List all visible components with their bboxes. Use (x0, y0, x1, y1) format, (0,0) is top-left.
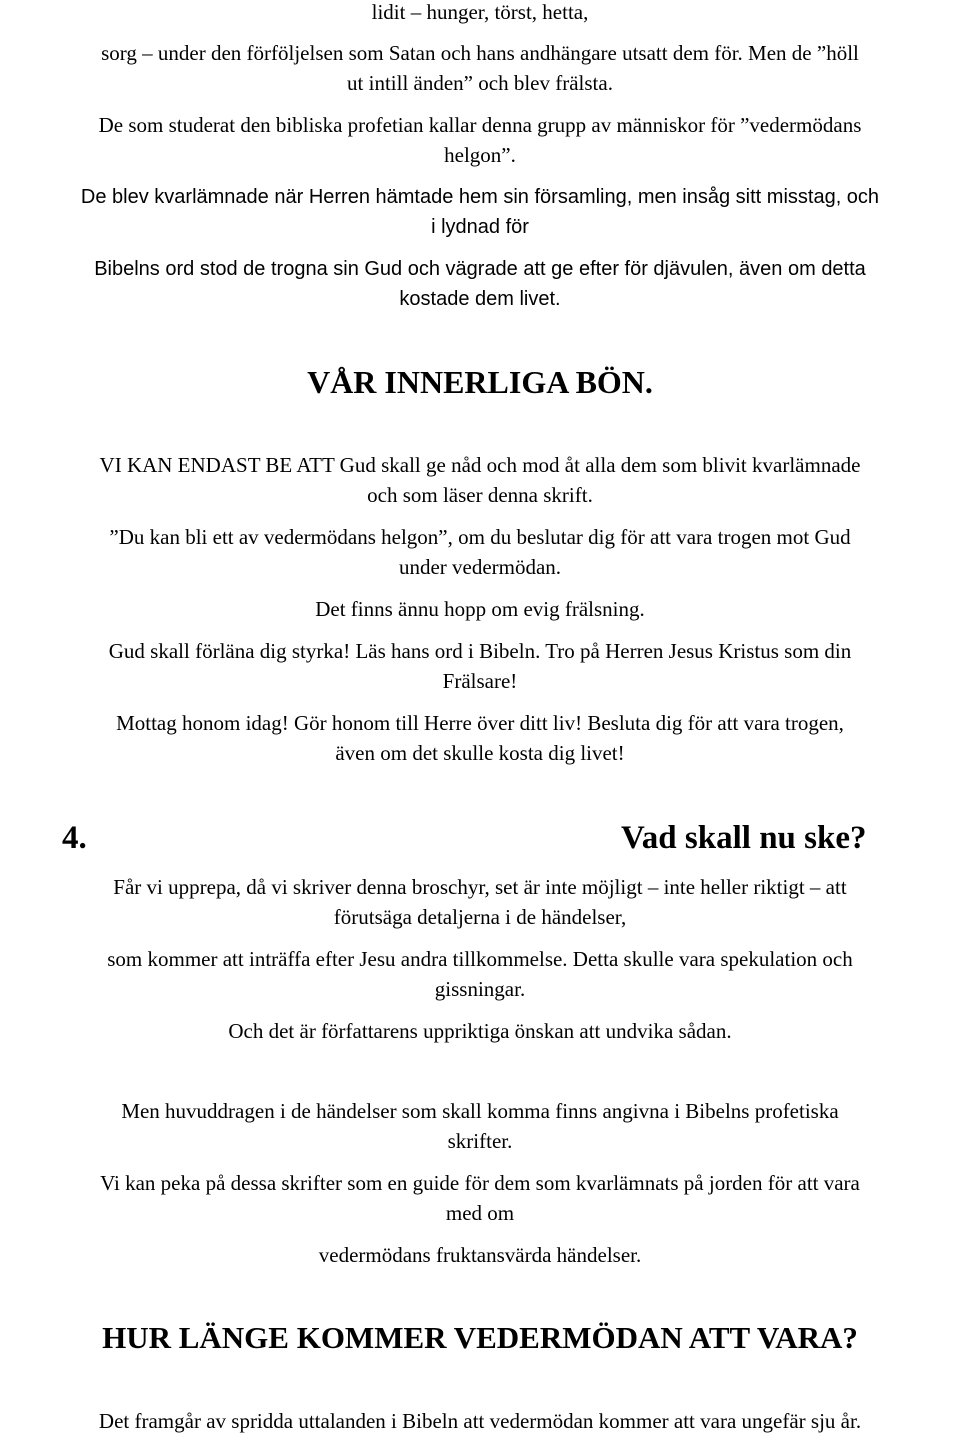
section-line: som kommer att inträffa efter Jesu andra tillkommelse. Detta skulle vara spekulation och (107, 947, 853, 971)
prayer-line: ”Du kan bli ett av vedermödans helgon”, om du beslutar dig för att vara trogen mot Gud (109, 525, 851, 549)
paragraph-line: De som studerat den bibliska profetian kallar denna grupp av människor för ”vedermödans (98, 113, 862, 137)
section-title: Vad skall nu ske? (621, 820, 867, 856)
paragraph-line: i lydnad för (431, 216, 529, 238)
section-line: Vi kan peka på dessa skrifter som en guide för dem som kvarlämnats på jorden för att vara (100, 1171, 860, 1195)
prayer-line: VI KAN ENDAST BE ATT Gud skall ge nåd och mod åt alla dem som blivit kvarlämnade (99, 453, 861, 477)
section-line: Men huvuddragen i de händelser som skall komma finns angivna i Bibelns profetiska (121, 1099, 839, 1123)
prayer-line: Mottag honom idag! Gör honom till Herre över ditt liv! Besluta dig för att vara trogen, (116, 711, 844, 735)
prayer-line: och som läser denna skrift. (367, 483, 593, 507)
final-line: Det framgår av spridda uttalanden i Bibeln att vedermödan kommer att vara ungefär sju år. (98, 1409, 862, 1433)
prayer-line: Gud skall förläna dig styrka! Läs hans ord i Bibeln. Tro på Herren Jesus Kristus som din (108, 639, 852, 663)
section-line: Och det är författarens uppriktiga önskan att undvika sådan. (228, 1019, 732, 1043)
paragraph-line: helgon”. (444, 143, 516, 167)
section-number: 4. (62, 820, 87, 856)
prayer-line: även om det skulle kosta dig livet! (335, 741, 625, 765)
paragraph-line: sorg – under den förföljelsen som Satan och hans andhängare utsatt dem för. Men de ”höll (101, 41, 859, 65)
section-line: gissningar. (434, 977, 526, 1001)
prayer-line: Frälsare! (442, 669, 518, 693)
section-line: förutsäga detaljerna i de händelser, (333, 905, 627, 929)
prayer-line: Det finns ännu hopp om evig frälsning. (315, 597, 645, 621)
paragraph-line: kostade dem livet. (399, 288, 561, 310)
paragraph-line: De blev kvarlämnade när Herren hämtade hem sin församling, men insåg sitt misstag, och (80, 186, 880, 208)
section-line: Får vi upprepa, då vi skriver denna broschyr, set är inte möjligt – inte heller riktigt – att (113, 875, 847, 899)
paragraph-line: ut intill änden” och blev frälsta. (347, 71, 613, 95)
section-line: med om (445, 1201, 515, 1225)
heading-prayer: VÅR INNERLIGA BÖN. (307, 364, 653, 400)
section-line: skrifter. (447, 1129, 513, 1153)
paragraph-line: lidit – hunger, törst, hetta, (371, 0, 589, 24)
paragraph-line: Bibelns ord stod de trogna sin Gud och vägrade att ge efter för djävulen, även om detta (94, 258, 866, 280)
section-line: vedermödans fruktansvärda händelser. (318, 1243, 642, 1267)
heading-duration: HUR LÄNGE KOMMER VEDERMÖDAN ATT VARA? (102, 1320, 858, 1355)
prayer-line: under vedermödan. (398, 555, 562, 579)
